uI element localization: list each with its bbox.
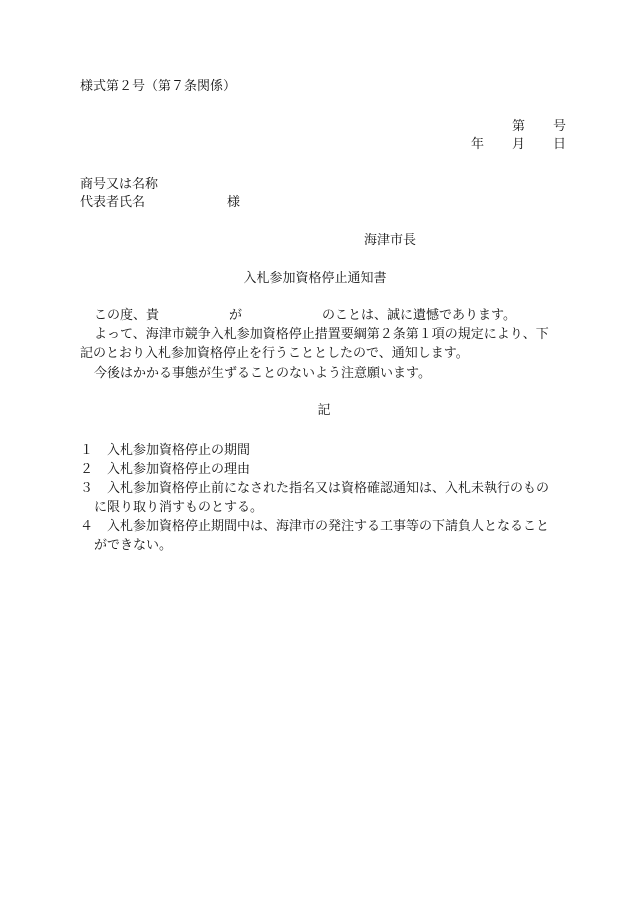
- item-number: １: [80, 443, 94, 458]
- p1-part-c: のことは、誠に遺憾であります。: [322, 308, 516, 323]
- issuer: 海津市長: [364, 233, 417, 248]
- document-title: 入札参加資格停止通知書: [243, 271, 387, 286]
- addressee-company-name: 商号又は名称: [80, 177, 159, 192]
- document-number-suffix: 号: [552, 119, 566, 134]
- item-number: ４: [80, 519, 94, 534]
- p1-part-b: が: [229, 308, 243, 323]
- list-item-2: [80, 463, 250, 476]
- item-number: ３: [80, 481, 94, 496]
- item-number: ２: [80, 462, 94, 477]
- list-item-3: [80, 482, 549, 495]
- item-text: 入札参加資格停止前になされた指名又は資格確認通知は、入札未執行のもの: [107, 481, 550, 496]
- list-item-4: [80, 520, 549, 533]
- honorific: 様: [227, 195, 241, 210]
- date-day: 日: [552, 137, 566, 152]
- representative-label: 代表者氏名: [80, 195, 146, 210]
- list-item-3-continuation: に限り取り消すものとする。: [94, 500, 264, 515]
- body-paragraph-2-line-1: よって、海津市競争入札参加資格停止措置要綱第２条第１項の規定により、下: [94, 327, 549, 342]
- form-label: 様式第２号（第７条関係）: [80, 79, 237, 94]
- p1-part-a: この度、貴: [94, 308, 160, 323]
- body-paragraph-3: 今後はかかる事態が生ずることのないよう注意願います。: [94, 366, 431, 381]
- item-text: 入札参加資格停止期間中は、海津市の発注する工事等の下請負人となること: [107, 519, 550, 534]
- document-number-prefix: 第: [511, 119, 525, 134]
- date-month: 月: [511, 137, 525, 152]
- date-year: 年: [470, 137, 484, 152]
- item-text: 入札参加資格停止の理由: [107, 462, 251, 477]
- ki-heading: 記: [317, 403, 331, 418]
- addressee-representative: [80, 196, 240, 209]
- list-item-1: [80, 444, 250, 457]
- body-paragraph-1: [94, 309, 516, 322]
- document-number: [512, 120, 566, 133]
- item-text: 入札参加資格停止の期間: [107, 443, 251, 458]
- list-item-4-continuation: ができない。: [94, 538, 173, 553]
- document-date: [471, 138, 566, 151]
- body-paragraph-2-line-2: 記のとおり入札参加資格停止を行うこととしたので、通知します。: [80, 346, 469, 361]
